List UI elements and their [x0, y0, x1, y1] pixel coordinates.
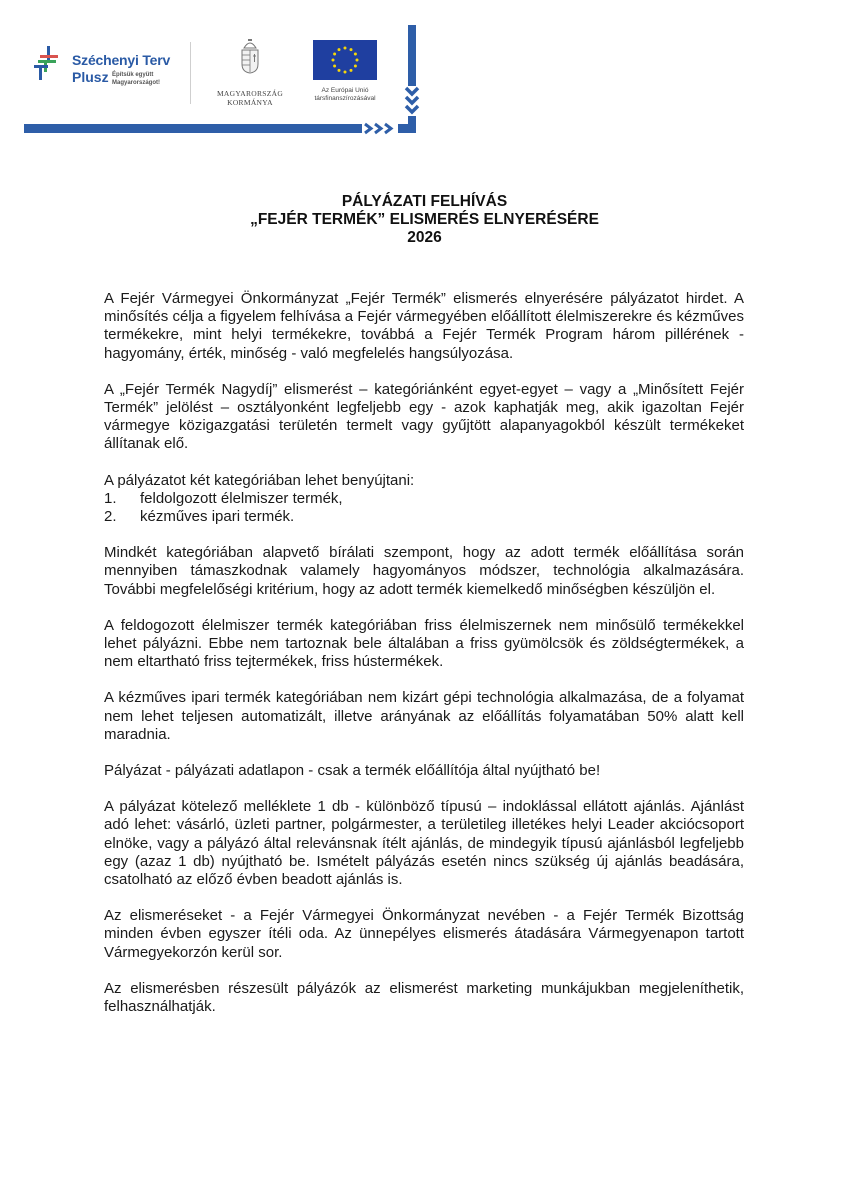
- header-divider: [190, 42, 191, 104]
- eu-line-2: társfinanszírozásával: [314, 95, 376, 102]
- paragraph-marketing: Az elismerésben részesült pályázók az elismerést marketing munkájukban megjeleníthetik, felhasználhatják.: [104, 979, 744, 1016]
- category-number: 1.: [104, 489, 117, 507]
- coat-of-arms-icon: [239, 38, 261, 74]
- hungarian-government-logo: [205, 38, 295, 108]
- slogan-line-2: Magyarországot!: [112, 80, 161, 86]
- szechenyi-cross-icon: [34, 46, 64, 80]
- header-frame-horizontal-bar: [24, 124, 416, 133]
- government-line-1: MAGYARORSZÁG: [216, 89, 284, 98]
- document-body: [104, 290, 744, 1016]
- paragraph-eligibility: A „Fejér Termék Nagydíj” elismerést – kategóriánként egyet-egyet – vagy a „Minősített Fejér Termék” jelölést – osztályonként legfeljebb egy - azok kaphatják meg, akik igazoltan Fejér vármegye közigazgatási területén termelt vagy gyűjtött alapanyagokból készült termékeket állítanak elő.: [104, 380, 744, 453]
- eu-cofinancing-logo: [305, 40, 385, 110]
- category-item: [104, 490, 744, 508]
- category-label: feldolgozott élelmiszer termék,: [140, 489, 343, 507]
- paragraph-recommendation: A pályázat kötelező melléklete 1 db - különböző típusú – indoklással ellátott ajánlás. Ajánlást adó lehet: vásárló, üzleti partner, polgármester, a területileg illetékes helyi Leader akciócsoport elnöke, vagy a pályázó által relevánsnak ítélt ajánlás, de mindegyik típusú ajánlásból legfeljebb egy (azaz 1 db) nyújtható be. Ismételt pályázás esetén nincs szükség új ajánlás beadására, csatolható az előző évben beadott ajánlás is.: [104, 798, 744, 889]
- category-label: kézműves ipari termék.: [140, 508, 295, 526]
- category-list: [104, 490, 744, 526]
- title-line-2: „FEJÉR TERMÉK” ELISMERÉS ELNYERÉSÉRE: [250, 211, 599, 228]
- category-number: 2.: [104, 508, 117, 526]
- paragraph-criteria: Mindkét kategóriában alapvető bírálati szempont, hogy az adott termék előállítása során mennyiben támaszkodnak valamely hagyományos módszer, technológia alkalmazására. További megfelelőségi kritérium, hogy az adott termék kiemelkedő minőségben készüljön el.: [104, 544, 744, 598]
- eu-text: [305, 87, 385, 103]
- slogan-line-1: Építsük együtt: [112, 72, 154, 78]
- chevron-right-icon: [362, 122, 398, 135]
- paragraph-categories-intro: A pályázatot két kategóriában lehet benyújtani:: [104, 471, 415, 489]
- document-header: [0, 0, 849, 150]
- szechenyi-slogan: [112, 71, 160, 87]
- paragraph-intro: A Fejér Vármegyei Önkormányzat „Fejér Termék” elismerés elnyerésére pályázatot hirdet. A minősítés célja a figyelem felhívása a Fejér vármegyében előállított élelmiszerekre és kézműves termékekre, mint helyi termékekre, továbbá a Fejér Termék Program három pillérének - hagyomány, érték, minőség - való megfelelés hangsúlyozása.: [104, 290, 744, 362]
- government-line-2: KORMÁNYA: [227, 98, 273, 107]
- paragraph-submission: Pályázat - pályázati adatlapon - csak a termék előállítója által nyújtható be!: [104, 762, 601, 780]
- title-year: 2026: [407, 229, 442, 246]
- header-frame-vertical-bar: [408, 25, 416, 133]
- paragraph-food-category: A feldogozott élelmiszer termék kategóriában friss élelmiszernek nem minősülő termékekkel lehet pályázni. Ebbe nem tartoznak bele általában a friss gyümölcsök és zöldségtermékek, a nem eltartható friss tejtermékek, friss hústermékek.: [104, 616, 744, 671]
- title-line-1: PÁLYÁZATI FELHÍVÁS: [341, 193, 508, 210]
- eu-flag-icon: [313, 40, 377, 80]
- government-text: [205, 89, 295, 107]
- paragraph-craft-category: A kézműves ipari termék kategóriában nem kizárt gépi technológia alkalmazása, de a folyamat nem lehet teljesen automatizált, illetve arányának az előállítás folyamatában 50% alatt kell maradnia.: [104, 689, 744, 743]
- chevron-down-icon: [404, 86, 420, 116]
- category-item: [104, 508, 744, 526]
- szechenyi-plusz: Plusz: [72, 69, 109, 85]
- eu-line-1: Az Európai Unió: [321, 87, 369, 94]
- paragraph-award-committee: Az elismeréseket - a Fejér Vármegyei Önkormányzat nevében - a Fejér Termék Bizottság minden évben egyszer ítéli oda. Az ünnepélyes elismerés átadására Vármegyenapon tartott Vármegyekorzón kerül sor.: [104, 907, 744, 961]
- szechenyi-terv-plusz-logo: [30, 42, 180, 102]
- document-title: [0, 193, 849, 247]
- szechenyi-title: Széchenyi Terv: [72, 52, 171, 68]
